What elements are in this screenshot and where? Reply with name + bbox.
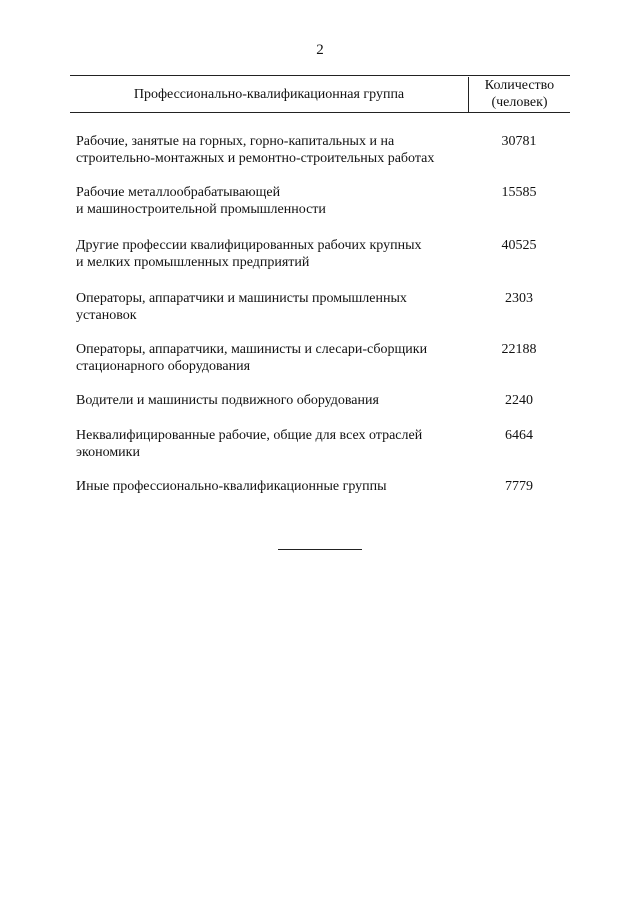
- row-label-line: и машиностроительной промышленности: [76, 202, 326, 217]
- row-label-line: Иные профессионально-квалификационные группы: [76, 479, 387, 494]
- row-value: 6464: [505, 428, 533, 443]
- row-label: [76, 341, 468, 375]
- end-of-document-rule: [278, 549, 362, 550]
- row-label-line: стационарного оборудования: [76, 359, 251, 374]
- row-label-line: Другие профессии квалифицированных рабочих крупных: [76, 238, 422, 253]
- row-value: 7779: [505, 479, 533, 494]
- row-label-line: и мелких промышленных предприятий: [76, 255, 310, 270]
- row-label-line: установок: [76, 308, 137, 323]
- row-label: [76, 392, 468, 409]
- row-value: 30781: [501, 134, 537, 149]
- row-label: [76, 427, 468, 461]
- row-label: [76, 290, 468, 324]
- statistics-table: [70, 75, 570, 494]
- page-number: 2: [316, 42, 324, 58]
- row-label: [76, 237, 468, 271]
- row-value: 40525: [501, 238, 537, 253]
- header-count-column: [468, 77, 570, 112]
- header-count-line2: (человек): [491, 95, 548, 110]
- header-group-column: Профессионально-квалификационная группа: [133, 87, 405, 102]
- row-label: [76, 133, 468, 167]
- row-label-line: Рабочие металлообрабатывающей: [76, 185, 281, 200]
- row-label-line: Операторы, аппаратчики и машинисты промышленных: [76, 291, 407, 306]
- row-label-line: Неквалифицированные рабочие, общие для всех отраслей: [76, 428, 423, 443]
- table-header: [70, 75, 570, 113]
- row-label-line: Рабочие, занятые на горных, горно-капитальных и на: [76, 134, 395, 149]
- row-label: [76, 478, 468, 495]
- header-count-line1: Количество: [484, 78, 555, 93]
- row-label-line: Водители и машинисты подвижного оборудования: [76, 393, 379, 408]
- row-label-line: строительно-монтажных и ремонтно-строительных работах: [76, 151, 435, 166]
- row-label: [76, 184, 468, 218]
- row-value: 2303: [505, 291, 533, 306]
- row-value: 15585: [501, 185, 537, 200]
- row-label-line: экономики: [76, 445, 140, 460]
- row-value: 2240: [505, 393, 533, 408]
- row-value: 22188: [501, 342, 537, 357]
- row-label-line: Операторы, аппаратчики, машинисты и слесари-сборщики: [76, 342, 428, 357]
